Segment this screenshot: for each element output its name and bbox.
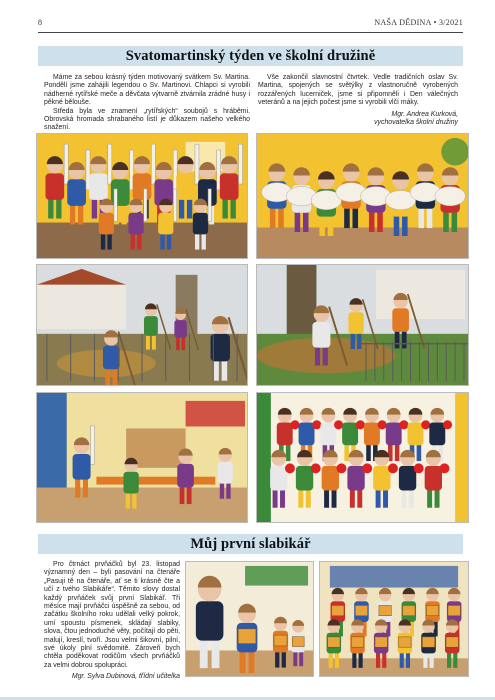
child-leg bbox=[202, 232, 206, 249]
child-leg bbox=[83, 477, 88, 497]
child-leg bbox=[430, 651, 434, 668]
primer-book bbox=[446, 637, 458, 647]
paper-sword bbox=[195, 144, 199, 184]
child-body bbox=[218, 462, 233, 484]
child-leg bbox=[222, 359, 228, 381]
primer-book bbox=[355, 605, 367, 615]
child-leg bbox=[409, 488, 414, 508]
photo-group-poppies bbox=[256, 392, 469, 523]
child-leg bbox=[231, 197, 236, 218]
primer-book bbox=[351, 637, 363, 647]
child-leg bbox=[382, 651, 386, 668]
paper-poppy bbox=[312, 420, 321, 429]
paper-poppy bbox=[399, 420, 408, 429]
paragraph: Pro čtrnáct prvňáčků byl 23. listopad významný den – byli pasování na čtenáře „Pasuji tě na čtenáře, ať se ti krásně čte a učí z tvého Slabikáře“. Těmito slovy dostal každý prvňáček svůj první Slabikář. Tři měsíce mají prvňáčci úspěšně za sebou, od začátku školního roku udělali velký pokrok, umí spoustu písmenek, skládají slabiky, slova, čtou jednoduché věty, počítají do pěti, malují, kreslí, tvoří. Jsou velmi šikovní, pilní, své úkoly plní svědomitě. Zároveň bych chtěla poděkovat rodičům všech prvňáčků za velmi dobrou spolupráci. bbox=[44, 561, 180, 669]
child-body bbox=[299, 423, 315, 446]
child-leg bbox=[195, 232, 199, 249]
photo-girls-geese bbox=[256, 133, 469, 259]
child-body bbox=[408, 423, 424, 446]
child-leg bbox=[282, 650, 286, 667]
child-leg bbox=[293, 650, 297, 666]
child-body bbox=[144, 316, 158, 336]
child-leg bbox=[376, 651, 380, 668]
paper-sword bbox=[144, 189, 147, 221]
child-body bbox=[111, 179, 130, 206]
paper-poppy bbox=[414, 463, 424, 473]
child-leg bbox=[278, 206, 284, 228]
article-text bbox=[44, 561, 180, 682]
article-text-left bbox=[44, 74, 250, 133]
paper-poppy bbox=[362, 463, 372, 473]
child-body bbox=[193, 213, 208, 235]
child-leg bbox=[352, 206, 358, 228]
child-leg bbox=[146, 334, 150, 350]
photo-boys-swords bbox=[36, 133, 248, 259]
primer-book bbox=[328, 637, 340, 647]
child-leg bbox=[376, 488, 381, 508]
child-leg bbox=[329, 651, 333, 668]
child-leg bbox=[220, 481, 224, 498]
paper-poppy bbox=[443, 420, 452, 429]
child-leg bbox=[222, 197, 227, 218]
child-leg bbox=[75, 477, 80, 497]
paper-poppy bbox=[388, 463, 398, 473]
child-leg bbox=[395, 330, 400, 349]
child-leg bbox=[402, 214, 408, 236]
photo-raking-leaves bbox=[36, 264, 248, 386]
child-leg bbox=[180, 485, 185, 504]
photo-leaf-pile-image bbox=[257, 265, 468, 385]
child-leg bbox=[112, 367, 117, 385]
child-leg bbox=[406, 651, 410, 668]
child-leg bbox=[270, 206, 276, 228]
child-leg bbox=[427, 488, 432, 508]
running-header bbox=[38, 18, 463, 32]
child-leg bbox=[249, 649, 255, 673]
child-leg bbox=[383, 488, 388, 508]
child-body bbox=[103, 346, 120, 370]
paper-sword bbox=[239, 144, 243, 184]
child-leg bbox=[402, 330, 407, 349]
child-leg bbox=[182, 336, 186, 350]
child-leg bbox=[48, 197, 53, 218]
child-body bbox=[177, 464, 194, 488]
child-body bbox=[174, 320, 186, 338]
paper-sword bbox=[91, 426, 95, 464]
child-leg bbox=[452, 210, 458, 232]
paragraph: Středa byla ve znamení „rytířských“ soubojů s hráběmi. Obrovská hromada shrabaného listí je důkazem našeho velkého snažení. bbox=[44, 107, 250, 132]
paper-sword bbox=[64, 144, 68, 184]
signature-role: vychovatelka školní družiny bbox=[374, 119, 458, 127]
primer-book bbox=[422, 637, 434, 647]
child-leg bbox=[344, 206, 350, 228]
paper-sword bbox=[151, 144, 155, 184]
child-body bbox=[429, 423, 445, 446]
paper-poppy bbox=[311, 463, 321, 473]
child-body bbox=[176, 173, 195, 200]
child-leg bbox=[324, 488, 329, 508]
primer-book bbox=[274, 635, 287, 646]
child-leg bbox=[226, 481, 230, 498]
child-leg bbox=[423, 651, 427, 668]
table bbox=[96, 477, 215, 485]
child-leg bbox=[417, 443, 422, 461]
child-leg bbox=[105, 367, 110, 385]
paper-sword bbox=[108, 144, 112, 184]
child-leg bbox=[427, 206, 433, 228]
child-body bbox=[347, 466, 364, 491]
child-leg bbox=[92, 197, 97, 218]
primer-book bbox=[375, 637, 387, 647]
child-leg bbox=[107, 232, 111, 249]
header-rule bbox=[38, 32, 463, 33]
child-leg bbox=[78, 203, 83, 224]
child-body bbox=[392, 308, 409, 332]
child-leg bbox=[395, 443, 400, 461]
child-leg bbox=[315, 345, 320, 365]
child-body bbox=[89, 173, 108, 200]
photo-receiving-primer-image bbox=[186, 562, 313, 676]
photo-leaf-pile bbox=[256, 264, 469, 386]
child-leg bbox=[377, 210, 383, 232]
child-body bbox=[220, 173, 239, 200]
photo-classroom-play bbox=[36, 392, 248, 523]
child-body bbox=[322, 466, 339, 491]
paper-poppy bbox=[421, 420, 430, 429]
child-body bbox=[270, 466, 287, 491]
child-leg bbox=[137, 232, 141, 249]
child-leg bbox=[357, 488, 362, 508]
primer-book bbox=[399, 637, 411, 647]
primer-book bbox=[379, 605, 391, 615]
paper-poppy bbox=[336, 463, 346, 473]
child-leg bbox=[335, 651, 339, 668]
photo-raking-leaves-image bbox=[37, 265, 247, 385]
child-body bbox=[320, 423, 336, 446]
child-leg bbox=[286, 443, 291, 461]
child-leg bbox=[447, 651, 451, 668]
child-body bbox=[133, 173, 152, 200]
child-body bbox=[196, 601, 224, 640]
child-body bbox=[123, 472, 138, 494]
child-body bbox=[45, 173, 64, 200]
paper-poppy bbox=[290, 420, 299, 429]
child-leg bbox=[323, 345, 328, 365]
paragraph: Vše zakončil slavnostní čtvrtek. Vedle tradičních oslav Sv. Martina, spojených se světýlky z vlastnoručně vyrobených rozzářených lucerniček, jsme si připomněli i Den válečných veteránů a na jejich počest jsme si vyrobili vlčí máky. bbox=[258, 74, 458, 107]
child-leg bbox=[101, 232, 105, 249]
child-leg bbox=[212, 637, 220, 668]
child-leg bbox=[328, 214, 334, 236]
paper-sword bbox=[114, 189, 117, 221]
child-body bbox=[386, 423, 402, 446]
child-leg bbox=[152, 334, 156, 350]
child-leg bbox=[200, 637, 208, 668]
primer-book bbox=[403, 605, 415, 615]
child-body bbox=[348, 312, 363, 334]
photo-classroom-play-image bbox=[37, 393, 247, 522]
child-leg bbox=[352, 651, 356, 668]
paper-poppy bbox=[356, 420, 365, 429]
paper-sword bbox=[208, 189, 211, 221]
article-title-band bbox=[38, 46, 463, 66]
child-leg bbox=[359, 651, 363, 668]
child-leg bbox=[167, 232, 171, 249]
child-body bbox=[373, 466, 390, 491]
paper-poppy bbox=[285, 463, 295, 473]
primer-book bbox=[292, 637, 304, 647]
child-leg bbox=[273, 488, 278, 508]
child-leg bbox=[344, 443, 349, 461]
child-leg bbox=[306, 488, 311, 508]
photo-receiving-primer bbox=[185, 561, 314, 677]
child-leg bbox=[366, 443, 371, 461]
child-body bbox=[364, 423, 380, 446]
primer-book bbox=[238, 629, 256, 644]
article-text-right bbox=[258, 74, 458, 127]
paper-poppy bbox=[378, 420, 387, 429]
paper-poppy bbox=[440, 463, 450, 473]
child-body bbox=[67, 179, 86, 206]
child-leg bbox=[56, 197, 61, 218]
signature: Mgr. Sylva Dubinová, třídní učitelka bbox=[71, 673, 180, 681]
photo-class-with-primers bbox=[319, 561, 469, 677]
child-leg bbox=[299, 650, 303, 666]
primer-book bbox=[426, 605, 438, 615]
child-leg bbox=[160, 232, 164, 249]
photo-girls-geese-image bbox=[257, 134, 468, 258]
photo-class-with-primers-image bbox=[320, 562, 468, 676]
child-leg bbox=[213, 359, 219, 381]
child-leg bbox=[132, 491, 136, 508]
child-leg bbox=[179, 197, 184, 218]
signature-name: Mgr. Andrea Kurková, bbox=[391, 110, 458, 118]
primer-book bbox=[448, 605, 460, 615]
child-leg bbox=[435, 488, 440, 508]
paper-poppy bbox=[334, 420, 343, 429]
child-leg bbox=[369, 210, 375, 232]
child-leg bbox=[351, 332, 355, 349]
page-number: 8 bbox=[38, 18, 42, 27]
child-leg bbox=[394, 214, 400, 236]
child-body bbox=[158, 213, 173, 235]
child-leg bbox=[332, 488, 337, 508]
child-leg bbox=[350, 488, 355, 508]
child-body bbox=[277, 423, 293, 446]
child-body bbox=[73, 454, 91, 480]
paragraph: Máme za sebou krásný týden motivovaný svátkem Sv. Martina. Pondělí jsme zahájili legendou o Sv. Martinovi. Chlapci si vyrobili nádherné rytířské meče a děvčata výtvarně ztvárnila zrádné husy i pěkné bělouše. bbox=[44, 74, 250, 107]
child-body bbox=[128, 213, 143, 235]
child-leg bbox=[275, 650, 279, 667]
child-leg bbox=[418, 206, 424, 228]
child-leg bbox=[126, 491, 130, 508]
child-leg bbox=[131, 232, 135, 249]
child-leg bbox=[70, 203, 75, 224]
child-leg bbox=[443, 210, 449, 232]
child-body bbox=[342, 423, 358, 446]
paper-goose bbox=[435, 187, 466, 206]
child-leg bbox=[240, 649, 246, 673]
child-body bbox=[99, 213, 114, 235]
photo-boys-swords-image bbox=[37, 134, 247, 258]
child-leg bbox=[295, 210, 301, 232]
article-title: Svatomartinský týden ve školní družině bbox=[125, 47, 376, 64]
child-body bbox=[425, 466, 442, 491]
child-leg bbox=[280, 488, 285, 508]
magazine-issue: NAŠA DĚDINA • 3/2021 bbox=[374, 18, 463, 27]
child-body bbox=[296, 466, 313, 491]
paper-sword bbox=[173, 189, 176, 221]
child-body bbox=[399, 466, 416, 491]
child-leg bbox=[122, 203, 127, 224]
article-title: Můj první slabikář bbox=[190, 535, 311, 552]
child-leg bbox=[187, 485, 192, 504]
child-leg bbox=[303, 210, 309, 232]
article-title-band bbox=[38, 534, 463, 554]
child-leg bbox=[453, 651, 457, 668]
primer-book bbox=[332, 605, 344, 615]
child-leg bbox=[298, 488, 303, 508]
child-leg bbox=[176, 336, 180, 350]
child-body bbox=[312, 322, 330, 348]
child-leg bbox=[357, 332, 361, 349]
child-leg bbox=[400, 651, 404, 668]
child-leg bbox=[187, 197, 192, 218]
child-leg bbox=[319, 214, 325, 236]
child-leg bbox=[401, 488, 406, 508]
photo-group-poppies-image bbox=[257, 393, 468, 522]
